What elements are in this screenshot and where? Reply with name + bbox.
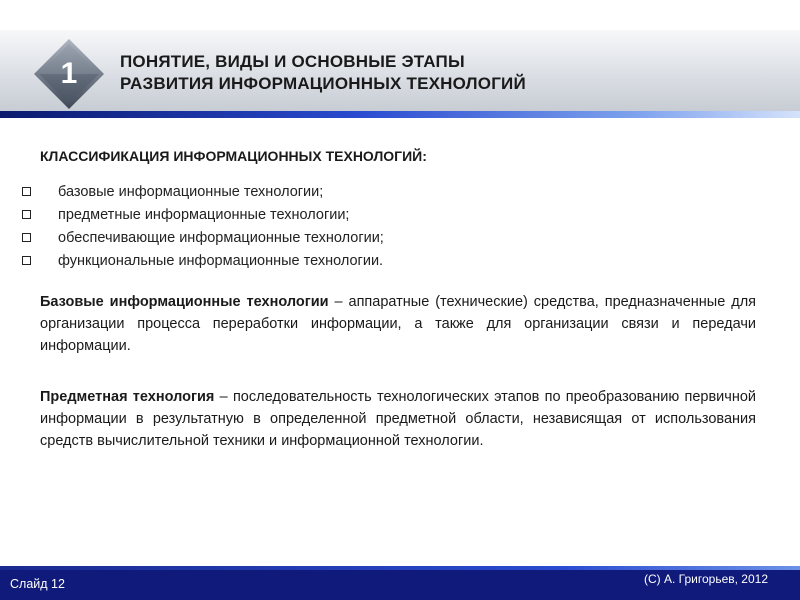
checkbox-bullet-icon	[22, 233, 31, 242]
list-item-text: обеспечивающие информационные технологии;	[58, 229, 384, 246]
slide-number: 1	[60, 57, 78, 90]
list-item	[22, 249, 384, 272]
copyright-text: (С) А. Григорьев, 2012	[644, 572, 768, 586]
definition-term: Базовые информационные технологии	[40, 294, 329, 310]
slide-label: Слайд 12	[10, 577, 65, 591]
definition-term: Предметная технология	[40, 389, 215, 405]
list-item-text: базовые информационные технологии;	[58, 183, 324, 200]
list-item-text: предметные информационные технологии;	[58, 206, 350, 223]
definition-text: – аппаратные (технические) средства, предназначенные для организации процесса переработки информации, а также для организации связи и передачи информации.	[40, 294, 757, 354]
definition-paragraph-basic	[40, 291, 756, 357]
list-item-text: функциональные информационные технологии.	[58, 252, 384, 269]
header-accent-line	[0, 111, 800, 118]
section-heading: КЛАССИФИКАЦИЯ ИНФОРМАЦИОННЫХ ТЕХНОЛОГИЙ:	[40, 148, 427, 164]
checkbox-bullet-icon	[22, 187, 31, 196]
title-line-2: РАЗВИТИЯ ИНФОРМАЦИОННЫХ ТЕХНОЛОГИЙ	[120, 74, 526, 93]
checkbox-bullet-icon	[22, 256, 31, 265]
definition-paragraph-subject	[40, 386, 756, 452]
list-item	[22, 203, 384, 226]
list-item	[22, 180, 384, 203]
title-line-1: ПОНЯТИЕ, ВИДЫ И ОСНОВНЫЕ ЭТАПЫ	[120, 52, 465, 71]
page-title	[120, 51, 526, 95]
list-item	[22, 226, 384, 249]
classification-list	[22, 180, 384, 272]
checkbox-bullet-icon	[22, 210, 31, 219]
definition-text: – последовательность технологических этапов по преобразованию первичной информации в результатную в определенной предметной области, независящая от использования средств вычислительной техники и информационной технологии.	[40, 389, 756, 449]
